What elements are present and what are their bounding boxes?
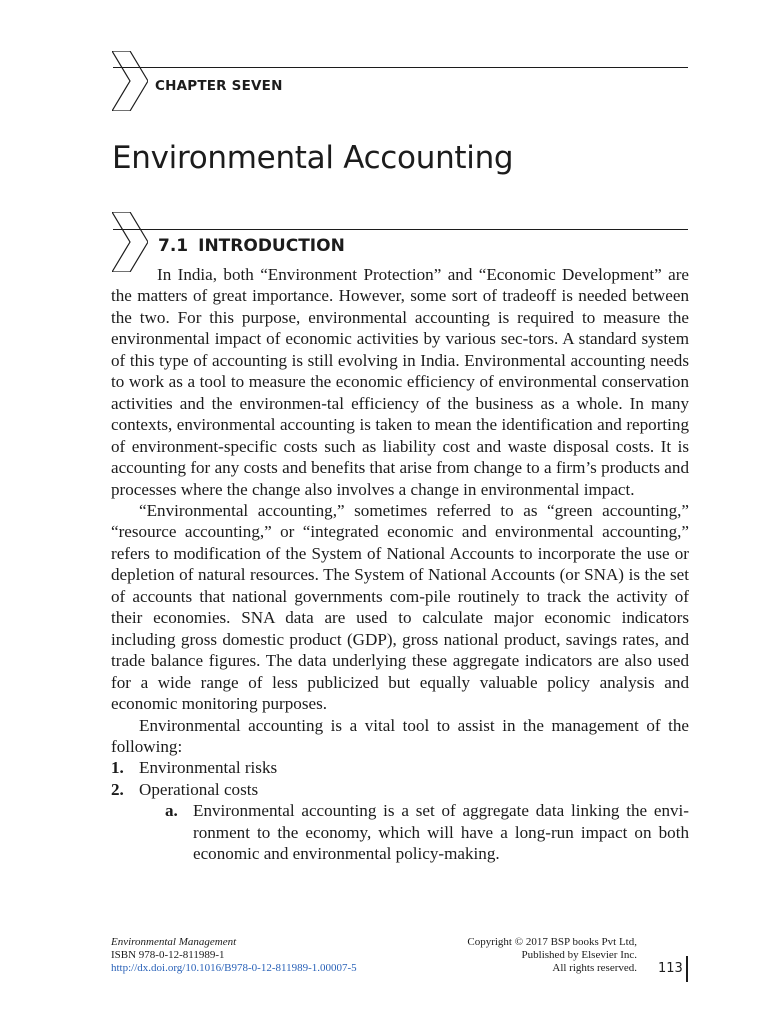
- section-heading: [158, 236, 345, 256]
- page-number-bar: [686, 956, 688, 982]
- footer-journal: Environmental Management: [111, 936, 237, 948]
- list-item: [111, 779, 689, 865]
- section-rule: [113, 229, 688, 230]
- list-item-text: Operational costs: [139, 779, 259, 799]
- footer-rights: All rights reserved.: [552, 962, 637, 974]
- chapter-rule: [113, 67, 688, 68]
- chapter-label: CHAPTER SEVEN: [155, 78, 283, 94]
- footer-doi-link[interactable]: http://dx.doi.org/10.1016/B978-0-12-811989-1.00007-5: [111, 962, 357, 974]
- footer-copyright: Copyright © 2017 BSP books Pvt Ltd,: [467, 936, 637, 948]
- footer-right: [467, 936, 637, 975]
- footer-isbn: ISBN 978-0-12-811989-1: [111, 949, 225, 961]
- section-chevron-icon: [112, 212, 148, 272]
- list-item: [111, 757, 689, 778]
- sub-list: [139, 800, 689, 864]
- list-item-text: Environmental risks: [139, 758, 278, 778]
- numbered-list: [111, 757, 689, 864]
- list-marker: 1.: [111, 758, 124, 778]
- sub-list-item-text: Environmental accounting is a set of aggregate data linking the envi-ronment to the economy, which will have a long-run impact on both economic and environmental policy-making.: [193, 801, 689, 864]
- chapter-chevron-icon: [112, 51, 148, 111]
- section-title: INTRODUCTION: [198, 236, 345, 256]
- list-marker: 2.: [111, 779, 124, 799]
- paragraph-3: Environmental accounting is a vital tool to assist in the management of the following:: [111, 715, 689, 756]
- footer-left: [111, 936, 357, 975]
- footer-publisher: Published by Elsevier Inc.: [521, 949, 637, 961]
- paragraph-2: “Environmental accounting,” sometimes referred to as “green accounting,” “resource accounting,” or “integrated economic and environmental accounting,” refers to modification of the System of National Accounts to incorporate the use or depletion of natural resources. The System of National Accounts (or SNA) is the set of accounts that national governments com-pile routinely to track the activity of their economies. SNA data are used to calculate major economic indicators including gross domestic product (GDP), gross national product, savings rates, and trade balance figures. The data underlying these aggregate indicators are also used for a wide range of less publicized but equally valuable policy analysis and economic monitoring purposes.: [111, 500, 689, 714]
- section-number: 7.1: [158, 236, 189, 256]
- sub-list-marker: a.: [165, 801, 178, 821]
- sub-list-item: [165, 800, 689, 864]
- page-number: 113: [658, 961, 683, 976]
- body-text: [111, 264, 689, 865]
- chapter-title: Environmental Accounting: [112, 140, 514, 176]
- paragraph-1: In India, both “Environment Protection” and “Economic Development” are the matters of great importance. However, some sort of tradeoff is needed between the two. For this purpose, environmental accounting is required to measure the environmental impact of economic activities by various sec-tors. A standard system of this type of accounting is still evolving in India. Environmental accounting needs to work as a tool to measure the economic efficiency of environmental conservation activities and the environmen-tal efficiency of the business as a whole. In many contexts, environmental accounting is taken to mean the identification and reporting of environment-specific costs such as liability cost and waste disposal costs. It is accounting for any costs and benefits that arise from change to a firm’s products and processes where the change also involves a change in environmental impact.: [111, 265, 689, 499]
